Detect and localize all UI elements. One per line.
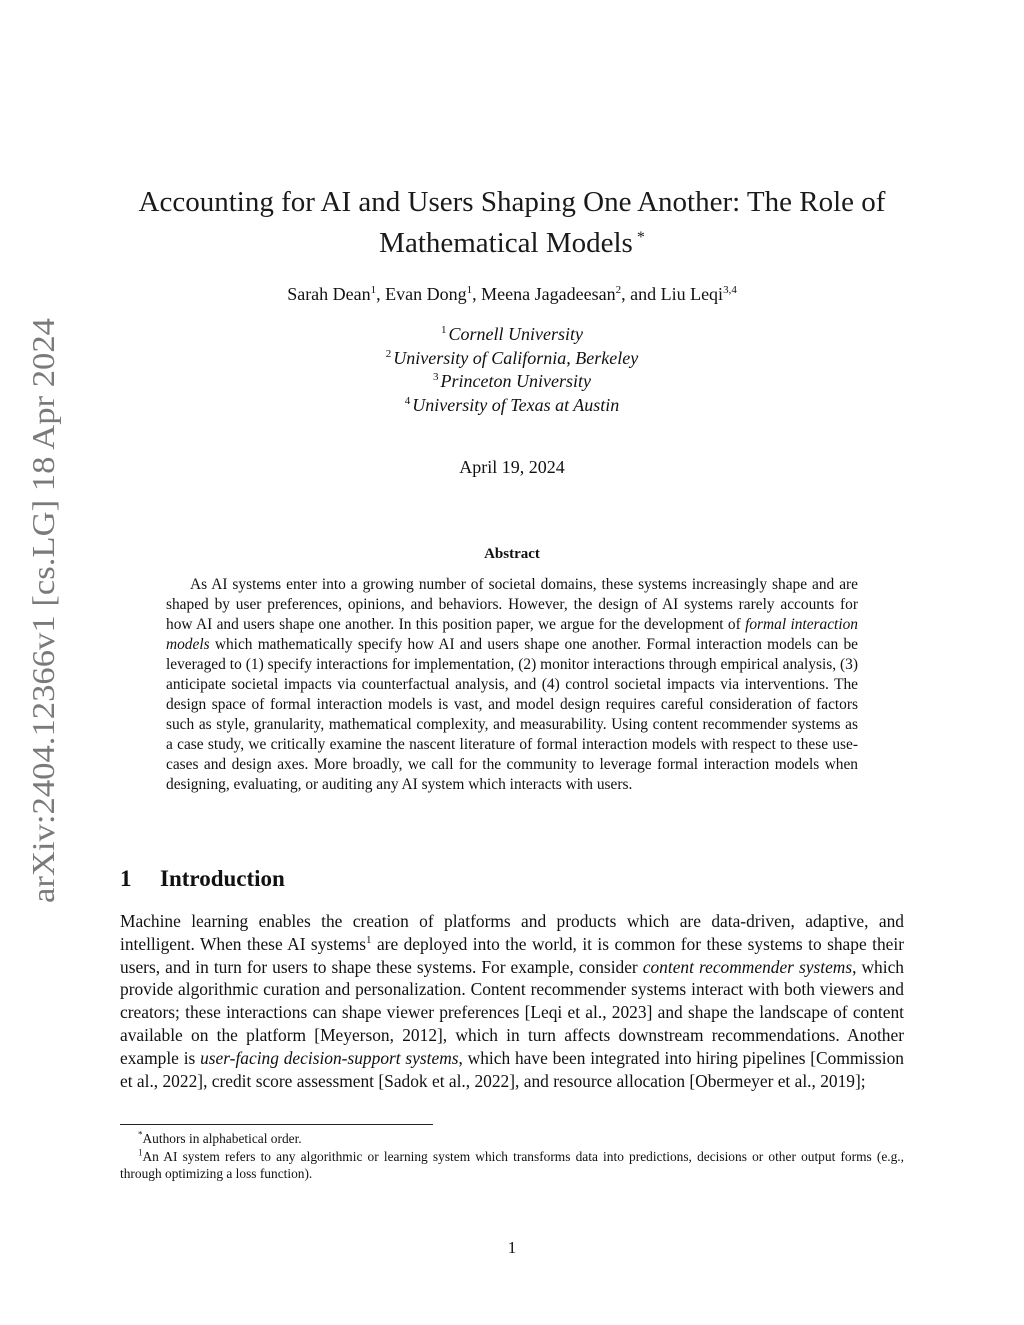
author-name: Liu Leqi [660,284,724,304]
footnote-reference: 1 [366,934,372,946]
author-affiliation-mark: 1 [466,284,473,296]
author-separator: , and [621,284,661,304]
author-name: Evan Dong [385,284,467,304]
section-title: Introduction [160,866,285,891]
publication-date: April 19, 2024 [459,457,565,477]
intro-text-2: are deployed into the world, it is common for these systems to shape their users, and in turn for users to shape these systems. For example, consider [120,933,904,977]
affiliation-name: Cornell University [448,324,583,344]
arxiv-stamp-text: arXiv:2404.12366v1 [cs.LG] 18 Apr 2024 [25,362,61,903]
affiliation-item [120,347,904,371]
intro-text-4: , which have been integrated into hiring pipelines [Commission et al., 2022], credit score assessment [Sadok et al., 2022], and resource allocation [Obermeyer et al., 2019]; [120,1047,904,1091]
abstract-text-part-1: As AI systems enter into a growing number of societal domains, these systems increasingly shape and are shaped by user preferences, opinions, and behaviors. However, the design of AI systems rarely accounts for how AI and users shape one another. In this position paper, we argue for the development of [166,576,858,633]
affiliation-list [120,323,904,417]
arxiv-side-stamp [23,318,65,903]
affiliation-name: University of Texas at Austin [412,394,620,415]
footnote-item [120,1130,904,1148]
abstract-text-part-2: which mathematically specify how AI and users shape one another. Formal interaction models can be leveraged to (1) specify interactions for implementation, (2) monitor interactions through empirical analysis, (3) anticipate societal impacts via counterfactual analysis, and (4) control societal impacts via interventions. The design space of formal interaction models is vast, and model design requires careful consideration of factors such as style, granularity, mathematical complexity, and measurability. Using content recommender systems as a case study, we critically examine the nascent literature of formal interaction models with respect to these use-cases and design axes. More broadly, we call for the community to leverage formal interaction models when designing, evaluating, or auditing any AI system which interacts with users. [166,636,858,793]
title-line-2-text: Mathematical Models [379,227,633,259]
section-number: 1 [120,866,132,891]
affiliation-item [120,394,904,418]
paper-title [120,184,904,261]
footnote-list [120,1130,904,1183]
author-name: Meena Jagadeesan [481,284,616,304]
title-footnote-mark: * [636,229,645,246]
abstract-body [166,575,858,795]
footnote-item [120,1148,904,1183]
author-list [120,282,904,306]
footnote-text: An AI system refers to any algorithmic or learning system which transforms data into predictions, decisions or other output forms (e.g., through optimizing a loss function). [120,1148,904,1181]
footnote-text: Authors in alphabetical order. [142,1131,302,1146]
affiliation-name: University of California, Berkeley [393,347,639,368]
arxiv-stamp-svg [23,318,65,903]
affiliation-item [120,370,904,394]
affiliation-number: 2 [385,347,392,360]
title-line-1: Accounting for AI and Users Shaping One Another: The Role of [138,186,886,218]
introduction-paragraph [120,910,904,1092]
affiliation-item [120,323,904,347]
section-heading [120,864,285,894]
title-line-2 [120,220,904,261]
abstract-emphasis: formal interaction models [166,616,858,653]
intro-text-3: , which provide algorithmic curation and personalization. Content recommender systems interact with both viewers and creators; these interactions can shape viewer preferences [Leqi et al., 2023] and shape the landscape of content available on the platform [Meyerson, 2012], which in turn affects downstream recommendations. Another example is [120,956,905,1068]
affiliation-number: 3 [433,371,439,383]
affiliation-number: 1 [441,324,447,336]
intro-emphasis-2: user-facing decision-support systems [200,1047,459,1068]
intro-text-1: Machine learning enables the creation of platforms and products which are data-driven, adaptive, and intelligent. When these AI systems [120,911,904,954]
footnote-mark: 1 [138,1147,143,1158]
author-affiliation-mark: 3,4 [723,284,737,296]
affiliation-number: 4 [404,394,411,407]
author-name: Sarah Dean [287,284,371,304]
affiliation-name: Princeton University [440,371,591,391]
author-affiliation-mark: 2 [615,284,622,296]
footnote-divider [120,1124,433,1125]
author-separator: , [472,284,482,304]
author-affiliation-mark: 1 [370,284,377,296]
page-number: 1 [507,1238,517,1257]
intro-emphasis-1: content recommender systems [642,956,853,977]
author-separator: , [376,284,386,304]
abstract-heading: Abstract [484,546,540,562]
footnote-mark: * [138,1129,143,1140]
